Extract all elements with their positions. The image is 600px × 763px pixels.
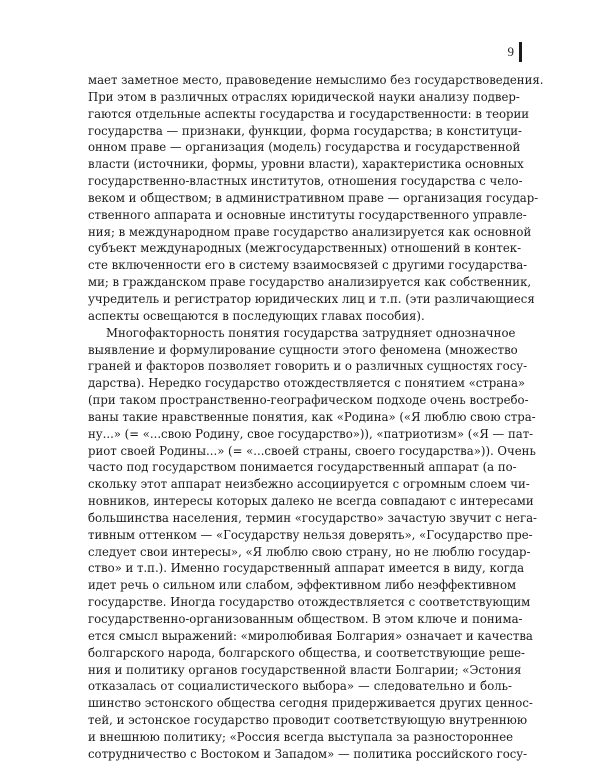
text-line: гаются отдельные аспекты государства и государственности: в теории xyxy=(88,106,530,121)
text-line: (при таком пространственно-географическом подходе очень востребо- xyxy=(88,393,529,408)
text-line: государства — признаки, функции, форма государства; в конституци- xyxy=(88,123,522,138)
text-line: аспекты освещаются в последующих главах пособия). xyxy=(88,308,425,323)
paragraph xyxy=(88,72,544,325)
text-line: ственного аппарата и основные институты государственного управле- xyxy=(88,207,527,222)
text-line: сте включенности его в систему взаимосвязей с другими государства- xyxy=(88,258,528,273)
text-line: ется смысл выражений: «миролюбивая Болгария» означает и качества xyxy=(88,628,533,643)
text-line: отказалась от социалистического выбора» — следовательно и боль- xyxy=(88,679,512,694)
text-line: и внешнюю политику; «Россия всегда выступала за разностороннее xyxy=(88,729,514,744)
body-text xyxy=(88,72,544,763)
paragraph xyxy=(88,325,537,763)
text-line: ми; в гражданском праве государство анализируется как собственник, xyxy=(88,275,532,290)
text-line: часто под государством понимается государственный аппарат (а по- xyxy=(88,460,517,475)
text-line: следует свои интересы», «Я люблю свою страну, но не люблю государ- xyxy=(88,544,531,559)
text-line: новников, интересы которых далеко не всегда совпадают с интересами xyxy=(88,494,534,509)
text-line: власти (источники, формы, уровни власти), характеристика основных xyxy=(88,157,524,172)
text-line: идет речь о сильном или слабом, эффективном либо неэффективном xyxy=(88,578,517,593)
text-line: дарства). Нередко государство отождествляется с понятием «страна» xyxy=(88,376,526,391)
text-line: болгарского народа, болгарского общества, и соответствующие реше- xyxy=(88,645,525,660)
text-line: веком и обществом; в административном праве — организация государ- xyxy=(88,190,539,205)
page-number-bar xyxy=(519,42,522,62)
text-line: государственно-организованным обществом. В этом ключе и понима- xyxy=(88,612,523,626)
page-number: 9 xyxy=(507,44,514,59)
text-line: большинства населения, термин «государство» зачастую звучит с нега- xyxy=(88,510,537,525)
text-line: ство» и т.п.). Именно государственный аппарат имеется в виду, когда xyxy=(88,561,525,576)
text-line: скольку этот аппарат неизбежно ассоциируется с огромным слоем чи- xyxy=(88,477,530,492)
text-line: онном праве — организация (модель) государства и государственной xyxy=(88,140,521,155)
text-line: государстве. Иногда государство отождествляется с соответствующим xyxy=(88,595,531,610)
text-line: сотрудничество с Востоком и Западом» — политика российского госу- xyxy=(88,746,528,761)
text-line: граней и факторов позволяет говорить и о различных сущностях госу- xyxy=(88,359,528,374)
text-line: тей, и эстонское государство проводит соответствующую внутреннюю xyxy=(88,713,528,728)
text-line: шинство эстонского общества сегодня придерживается других ценнос- xyxy=(88,696,533,711)
text-line: субъект международных (межгосударственных) отношений в контек- xyxy=(88,241,522,256)
text-line: ну...» (= «...свою Родину, свое государство»)), «патриотизм» («Я — пат- xyxy=(88,426,534,441)
text-line: Многофакторность понятия государства затрудняет однозначное xyxy=(106,325,516,340)
text-line: риот своей Родины...» (= «...своей страны, своего государства»)). Очень xyxy=(88,443,536,458)
text-line: учредитель и регистратор юридических лиц и т.п. (эти различающиеся xyxy=(88,291,535,306)
text-line: тивным оттенком — «Государству нельзя доверять», «Государство пре- xyxy=(88,527,533,542)
text-line: ния и политику органов государственной власти Болгарии; «Эстония xyxy=(88,662,522,677)
text-line: ваны такие нравственные понятия, как «Родина» («Я люблю свою стра- xyxy=(88,409,536,424)
text-line: мает заметное место, правоведение немыслимо без государствоведения. xyxy=(88,73,544,87)
text-line: выявление и формулирование сущности этого феномена (множество xyxy=(88,342,518,357)
text-line: ния; в международном праве государство анализируется как основной xyxy=(88,224,532,239)
text-line: государственно-властных институтов, отношения государства с чело- xyxy=(88,174,523,189)
text-line: При этом в различных отраслях юридической науки анализу подвер- xyxy=(88,89,520,104)
